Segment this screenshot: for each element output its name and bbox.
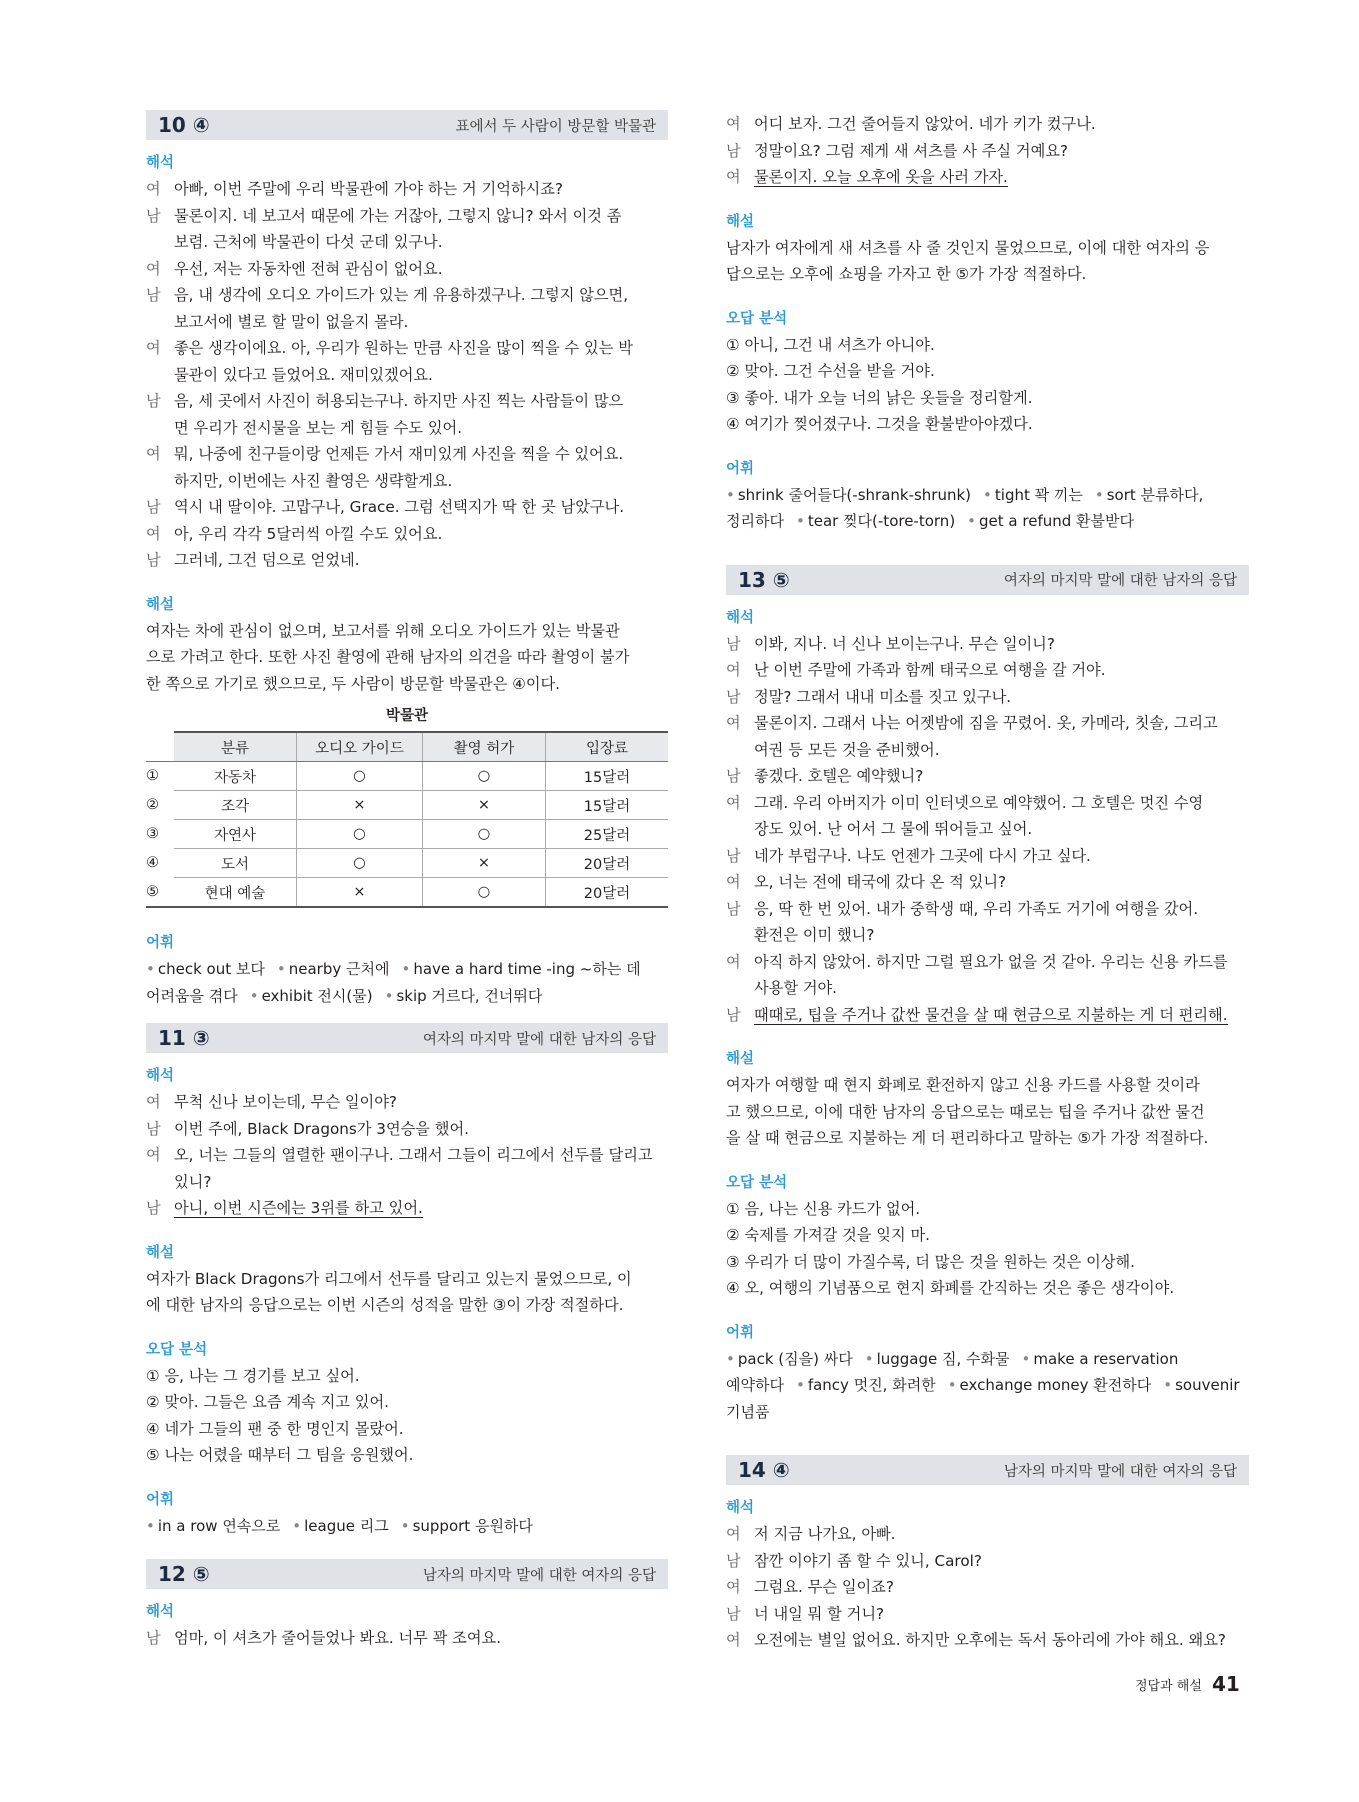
section-label: 해석 bbox=[726, 1500, 755, 1516]
dialogue-line: 여 오전에는 별일 없어요. 하지만 오후에는 독서 동아리에 가야 해요. 왜요? bbox=[726, 1631, 1226, 1649]
section-label: 해설 bbox=[146, 1244, 175, 1261]
dialogue-line: 면 우리가 전시물을 보는 게 힘들 수도 있어. bbox=[174, 418, 463, 437]
section-label: 해석 bbox=[726, 609, 755, 626]
dialogue-line: 환전은 이미 했니? bbox=[754, 926, 875, 944]
wrong-options: ① 아니, 그건 내 셔츠가 아니야. ② 맞아. 그건 수선을 받을 거야. ③ 좋아. 내가 오늘 너의 낡은 옷들을 정리할게. ④ 여기가 찢어졌구나. 그것을 환불받아야겠다. bbox=[726, 335, 1033, 433]
dialogue-line: 여 그래. 우리 아버지가 이미 인터넷으로 예약했어. 그 호텔은 멋진 수영 bbox=[726, 793, 1204, 812]
dialogue-line: 있니? bbox=[174, 1172, 212, 1191]
dialogue-line: 하지만, 이번에는 사진 촬영은 생략할게요. bbox=[174, 471, 453, 490]
dialogue-line: 여 아직 하지 않았어. 하지만 그럴 필요가 없을 것 같아. 우리는 신용 카드를 bbox=[726, 952, 1228, 971]
section-label: 오답 분석 bbox=[146, 1341, 208, 1358]
dialogue-line: 장도 있어. 난 어서 그 물에 뛰어들고 싶어. bbox=[754, 820, 1033, 838]
vocab-list: • shrink 줄어들다(-shrank-shrunk) • tight 꽉 끼는 • sort 분류하다, 정리하다 • tear 찢다(-tore-torn) • get a refund 환불받다 bbox=[726, 485, 1204, 530]
section-label: 해설 bbox=[146, 596, 175, 613]
question-14-header bbox=[726, 1455, 1249, 1485]
section-label: 해설 bbox=[726, 213, 755, 230]
dialogue-line: 남 아니, 이번 시즌에는 3위를 하고 있어. bbox=[146, 1199, 423, 1217]
dialogue-line: 남 정말이요? 그럼 제게 새 셔츠를 사 주실 거예요? bbox=[726, 141, 1068, 160]
question-10-header bbox=[146, 110, 668, 140]
page-footer bbox=[1135, 1672, 1240, 1696]
dialogue-line: 여 오, 너는 그들의 열렬한 팬이구나. 그래서 그들이 리그에서 선두를 달리고 bbox=[146, 1146, 653, 1164]
explanation: 여자는 차에 관심이 없으며, 보고서를 위해 오디오 가이드가 있는 박물관 으로 가려고 한다. 또한 사진 촬영에 관해 남자의 의견을 따라 촬영이 불가 한 쪽으로 가기로 했으므로, 두 사람이 방문할 박물관은 ④이다. bbox=[146, 621, 630, 693]
section-label: 어휘 bbox=[726, 460, 755, 477]
table-row: ⑤ 현대 예술 × ○ 20달러 bbox=[146, 878, 668, 908]
table-row: ① 자동차 ○ ○ 15달러 bbox=[146, 762, 668, 791]
section-label: 해석 bbox=[146, 155, 175, 171]
question-topic: 남자의 마지막 말에 대한 여자의 응답 bbox=[1003, 1463, 1237, 1480]
question-number: 12 ⑤ bbox=[158, 1562, 210, 1586]
question-topic: 여자의 마지막 말에 대한 남자의 응답 bbox=[1003, 573, 1237, 589]
section-label: 어휘 bbox=[146, 935, 175, 951]
vocab-list: • pack (짐을) 싸다 • luggage 짐, 수화물 • make a reservation 예약하다 • fancy 멋진, 화려한 • exchange money 환전하다 • souvenir 기념품 bbox=[726, 1349, 1240, 1421]
table-row: ③ 자연사 ○ ○ 25달러 bbox=[146, 820, 668, 849]
question-13-header bbox=[726, 565, 1249, 595]
answer-line: 아니, 이번 시즌에는 3위를 하고 있어. bbox=[174, 1199, 423, 1217]
footer-label: 정답과 해설 bbox=[1135, 1678, 1202, 1694]
table-row: ④ 도서 ○ × 20달러 bbox=[146, 849, 668, 878]
section-label: 오답 분석 bbox=[726, 1174, 788, 1191]
dialogue-line: 여 아, 우리 각각 5달러씩 아낄 수도 있어요. bbox=[146, 524, 443, 543]
dialogue-line: 남 음, 세 곳에서 사진이 허용되는구나. 하지만 사진 찍는 사람들이 많으 bbox=[146, 392, 624, 410]
museum-table bbox=[146, 731, 668, 908]
dialogue-line: 사용할 거야. bbox=[754, 979, 838, 997]
dialogue-line: 남 잠깐 이야기 좀 할 수 있니, Carol? bbox=[726, 1551, 982, 1570]
right-column bbox=[726, 111, 1249, 1654]
wrong-options: ① 음, 나는 신용 카드가 없어. ② 숙제를 가져갈 것을 잊지 마. ③ 우리가 더 많이 가질수록, 더 많은 것을 원하는 것은 이상해. ④ 오, 여행의 기념품으로 현지 화폐를 간직하는 것은 좋은 생각이야. bbox=[726, 1199, 1175, 1297]
question-topic: 남자의 마지막 말에 대한 여자의 응답 bbox=[422, 1567, 656, 1584]
explanation: 여자가 Black Dragons가 리그에서 선두를 달리고 있는지 물었으므로, 이 에 대한 남자의 응답으로는 이번 시즌의 성적을 말한 ③이 가장 적절하다. bbox=[146, 1269, 632, 1314]
dialogue-line: 여 저 지금 나가요, 아빠. bbox=[726, 1525, 896, 1543]
table-title: 박물관 bbox=[385, 708, 429, 724]
dialogue bbox=[146, 176, 668, 574]
dialogue-line: 여 아빠, 이번 주말에 우리 박물관에 가야 하는 거 기억하시죠? bbox=[146, 180, 563, 198]
section-label: 해석 bbox=[146, 1604, 175, 1620]
question-number: 11 ③ bbox=[158, 1026, 210, 1050]
question-topic: 표에서 두 사람이 방문할 박물관 bbox=[455, 118, 656, 135]
dialogue-line: 남 네가 부럽구나. 나도 언젠가 그곳에 다시 가고 싶다. bbox=[726, 846, 1091, 865]
dialogue bbox=[146, 1089, 668, 1222]
section-label: 해석 bbox=[146, 1068, 175, 1084]
answer-line: 물론이지. 오늘 오후에 옷을 사러 가자. bbox=[754, 168, 1008, 186]
question-number: 13 ⑤ bbox=[738, 567, 790, 592]
dialogue-line: 남 정말? 그래서 내내 미소를 짓고 있구나. bbox=[726, 687, 1012, 706]
dialogue-line: 여 물론이지. 오늘 오후에 옷을 사러 가자. bbox=[726, 168, 1008, 186]
dialogue-line: 남 엄마, 이 셔츠가 줄어들었나 봐요. 너무 꽉 조여요. bbox=[146, 1629, 502, 1647]
dialogue-line: 여 어디 보자. 그건 줄어들지 않았어. 네가 키가 컸구나. bbox=[726, 115, 1096, 133]
table-row: ② 조각 × × 15달러 bbox=[146, 791, 668, 820]
vocab-list: • in a row 연속으로 • league 리그 • support 응원하다 bbox=[146, 1516, 533, 1535]
question-number: 14 ④ bbox=[738, 1458, 790, 1482]
table-header-row: 분류 오디오 가이드 촬영 허가 입장료 bbox=[146, 732, 668, 762]
explanation: 남자가 여자에게 새 셔츠를 사 줄 것인지 물었으므로, 이에 대한 여자의 응 답으로는 오후에 쇼핑을 가자고 한 ⑤가 가장 적절하다. bbox=[726, 238, 1210, 283]
dialogue bbox=[726, 1521, 1249, 1654]
dialogue-line: 보고서에 별로 할 말이 없을지 몰라. bbox=[174, 312, 409, 331]
answer-line: 때때로, 팁을 주거나 값싼 물건을 살 때 현금으로 지불하는 게 더 편리해. bbox=[754, 1005, 1228, 1024]
wrong-options: ① 응, 나는 그 경기를 보고 싶어. ② 맞아. 그들은 요즘 계속 지고 있어. ④ 네가 그들의 팬 중 한 명인지 몰랐어. ⑤ 나는 어렸을 때부터 그 팀을 응원했어. bbox=[146, 1366, 414, 1464]
dialogue bbox=[726, 631, 1249, 1029]
question-12-header bbox=[146, 1559, 668, 1589]
section-label: 오답 분석 bbox=[726, 310, 788, 327]
dialogue-line: 남 이봐, 지나. 너 신나 보이는구나. 무슨 일이니? bbox=[726, 634, 1055, 653]
dialogue-line: 남 때때로, 팁을 주거나 값싼 물건을 살 때 현금으로 지불하는 게 더 편리해. bbox=[726, 1005, 1228, 1024]
dialogue-line: 남 물론이지. 네 보고서 때문에 가는 거잖아, 그렇지 않니? 와서 이것 좀 bbox=[146, 206, 622, 225]
dialogue bbox=[146, 1625, 668, 1652]
dialogue-line: 보렴. 근처에 박물관이 다섯 군데 있구나. bbox=[174, 233, 443, 251]
dialogue-line: 남 음, 내 생각에 오디오 가이드가 있는 게 유용하겠구나. 그렇지 않으면, bbox=[146, 286, 629, 304]
dialogue-line: 여 뭐, 나중에 친구들이랑 언제든 가서 재미있게 사진을 찍을 수 있어요. bbox=[146, 445, 624, 463]
dialogue bbox=[726, 111, 1249, 191]
dialogue-line: 여 무척 신나 보이는데, 무슨 일이야? bbox=[146, 1093, 397, 1111]
dialogue-line: 여 좋은 생각이에요. 아, 우리가 원하는 만큼 사진을 많이 찍을 수 있는 박 bbox=[146, 339, 633, 357]
dialogue-line: 여권 등 모든 것을 준비했어. bbox=[754, 740, 940, 759]
dialogue-line: 여 오, 너는 전에 태국에 갔다 온 적 있니? bbox=[726, 873, 1007, 891]
dialogue-line: 여 우선, 저는 자동차엔 전혀 관심이 없어요. bbox=[146, 259, 443, 278]
dialogue-line: 남 그러네, 그건 덤으로 얻었네. bbox=[146, 551, 360, 569]
page-number: 41 bbox=[1211, 1672, 1240, 1696]
dialogue-line: 남 응, 딱 한 번 있어. 내가 중학생 때, 우리 가족도 거기에 여행을 갔어. bbox=[726, 899, 1199, 918]
left-column bbox=[146, 110, 668, 1652]
question-topic: 여자의 마지막 말에 대한 남자의 응답 bbox=[422, 1031, 656, 1048]
dialogue-line: 남 좋겠다. 호텔은 예약했니? bbox=[726, 767, 924, 785]
explanation: 여자가 여행할 때 현지 화폐로 환전하지 않고 신용 카드를 사용할 것이라 고 했으므로, 이에 대한 남자의 응답으로는 때로는 팁을 주거나 값싼 물건 을 살 때 현금으로 지불하는 게 더 편리하다고 말하는 ⑤가 가장 적절하다. bbox=[726, 1076, 1209, 1147]
dialogue-line: 여 난 이번 주말에 가족과 함께 태국으로 여행을 갈 거야. bbox=[726, 661, 1106, 679]
question-11-header bbox=[146, 1023, 668, 1053]
section-label: 어휘 bbox=[726, 1324, 755, 1341]
section-label: 해설 bbox=[726, 1051, 755, 1067]
dialogue-line: 남 이번 주에, Black Dragons가 3연승을 했어. bbox=[146, 1119, 469, 1138]
dialogue-line: 여 물론이지. 그래서 나는 어젯밤에 짐을 꾸렸어. 옷, 카메라, 칫솔, 그리고 bbox=[726, 714, 1218, 732]
dialogue-line: 물관이 있다고 들었어요. 재미있겠어요. bbox=[174, 365, 433, 384]
question-number: 10 ④ bbox=[158, 113, 210, 137]
section-label: 어휘 bbox=[146, 1491, 175, 1508]
vocab-list: • check out 보다 • nearby 근처에 • have a hard time -ing ~하는 데 어려움을 겪다 • exhibit 전시(물) • skip 거르다, 건너뛰다 bbox=[146, 960, 641, 1005]
dialogue-line: 여 그럼요. 무슨 일이죠? bbox=[726, 1578, 894, 1596]
dialogue-line: 남 너 내일 뭐 할 거니? bbox=[726, 1604, 885, 1623]
dialogue-line: 남 역시 내 딸이야. 고맙구나, Grace. 그럼 선택지가 딱 한 곳 남았구나. bbox=[146, 498, 625, 516]
